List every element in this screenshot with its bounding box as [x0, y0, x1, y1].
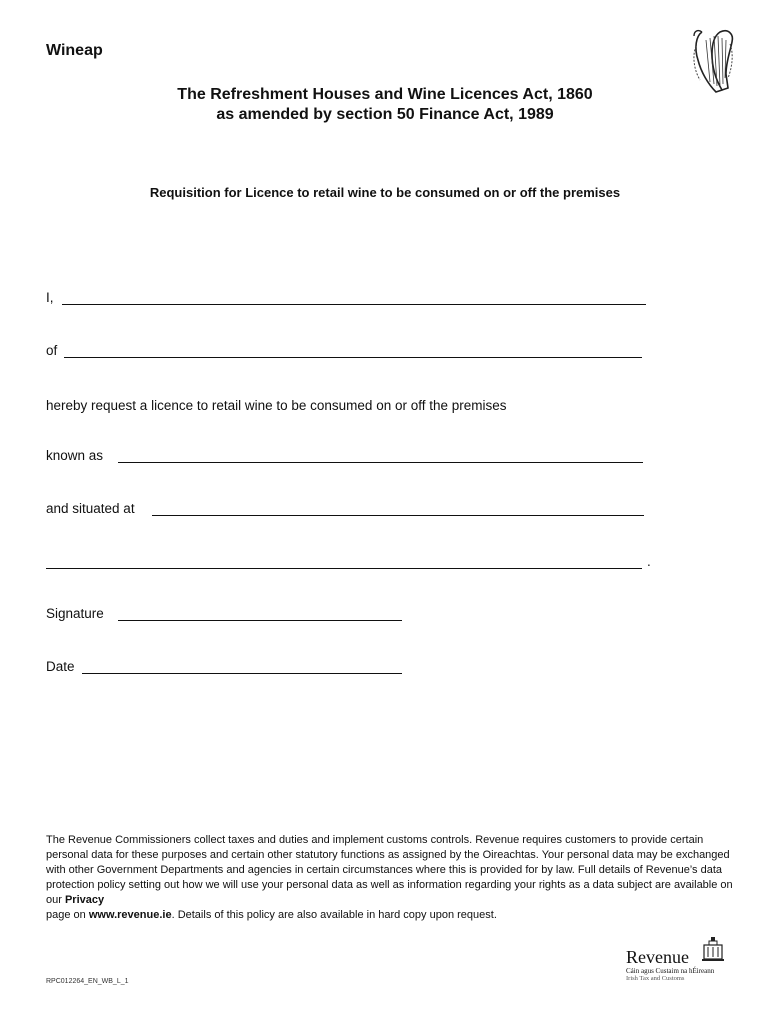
page-title: The Refreshment Houses and Wine Licences Act, 1860 — [177, 86, 593, 103]
footer-code: RPC012264_EN_WB_L_1 — [46, 978, 129, 985]
signature-field[interactable] — [118, 620, 402, 621]
notice-text-3: . Details of this policy are also available in hard copy upon request. — [171, 909, 497, 921]
revenue-logo-english: Irish Tax and Customs — [626, 975, 685, 982]
website-link[interactable]: www.revenue.ie — [88, 909, 172, 921]
name-label: I, — [46, 290, 54, 305]
address-field[interactable] — [64, 357, 642, 358]
situated-label: and situated at — [46, 501, 135, 516]
date-label: Date — [46, 659, 75, 674]
known-as-label: known as — [46, 448, 104, 463]
revenue-building-icon — [702, 936, 724, 962]
address-label: of — [46, 343, 58, 358]
revenue-logo-text: Revenue — [626, 947, 689, 967]
data-protection-notice — [46, 833, 736, 923]
form-subtitle: Requisition for Licence to retail wine to be consumed on or off the premises — [149, 185, 621, 200]
privacy-link[interactable]: Privacy — [64, 894, 105, 906]
signature-label: Signature — [46, 606, 104, 621]
premises-address-field-2[interactable] — [46, 568, 642, 569]
notice-text: The Revenue Commissioners collect taxes and duties and implement customs controls. Revenue requires customers to provide certain personal data for these purposes and certain other statutory functions as assigned by the Oireachtas. Your personal data may be exchanged with other Government Departments and agencies in certain circumstances where this is provided for by law. Full details of Revenue’s data protection policy setting out how we will use your personal data as well as information regarding your rights as a data subject are available on our — [46, 834, 733, 906]
notice-text-2: page on — [46, 909, 89, 921]
form-code: Wineap — [46, 42, 103, 59]
date-field[interactable] — [82, 673, 402, 674]
name-field[interactable] — [62, 304, 646, 305]
premises-name-field[interactable] — [118, 462, 643, 463]
premises-address-field[interactable] — [152, 515, 644, 516]
page-title-line2: as amended by section 50 Finance Act, 1989 — [216, 106, 554, 123]
revenue-logo-irish: Cáin agus Custaim na hÉireann — [626, 967, 715, 975]
end-dot: . — [647, 554, 651, 569]
request-text: hereby request a licence to retail wine to be consumed on or off the premises — [46, 398, 507, 413]
